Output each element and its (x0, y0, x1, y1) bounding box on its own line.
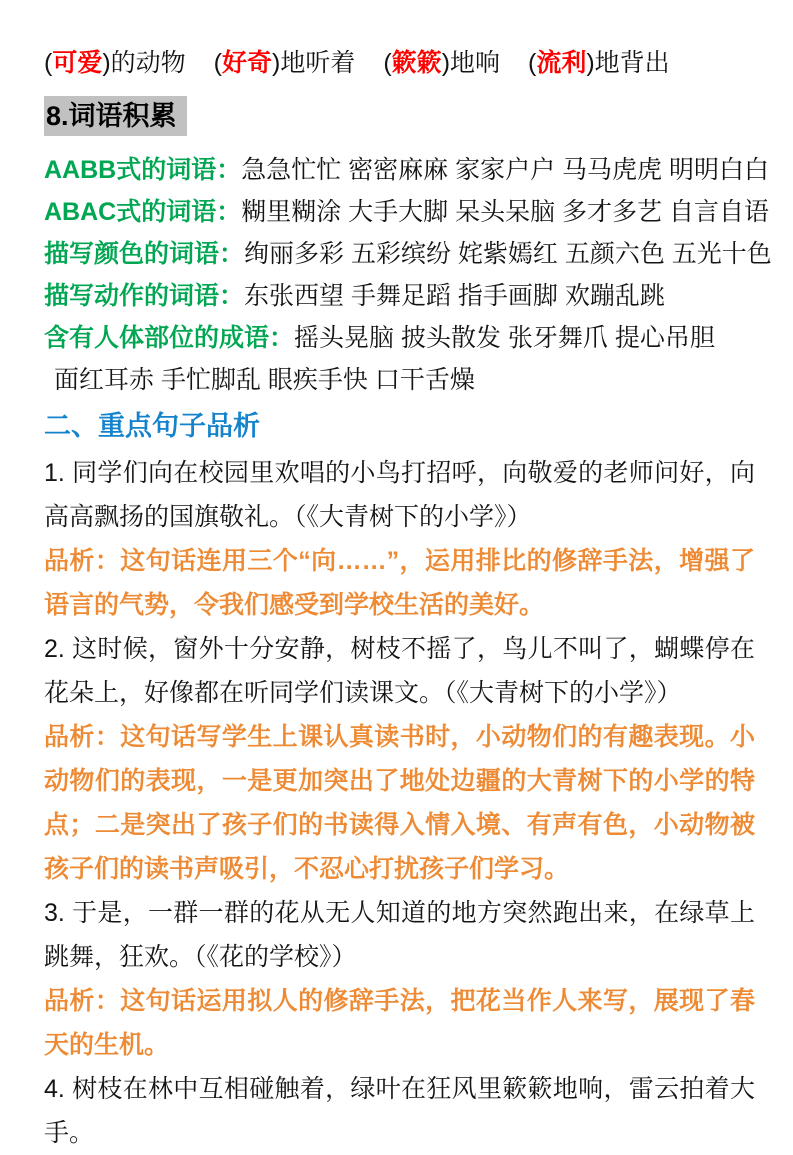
sentence-2: 2. 这时候，窗外十分安静，树枝不摇了，鸟儿不叫了，蝴蝶停在花朵上，好像都在听同学们读课文。（《大青树下的小学》） (44, 635, 755, 707)
paren-open: ( (528, 49, 537, 77)
paren-open: ( (213, 49, 222, 77)
sentence-3: 3. 于是，一群一群的花从无人知道的地方突然跑出来，在绿草上跳舞，狂欢。（《花的学校》） (44, 899, 755, 971)
blank-answer-word: 可爱 (52, 49, 103, 77)
blank-after-text: )地背出 (586, 49, 670, 77)
blank-answer-word: 簌簌 (391, 49, 442, 77)
word-list-words: 糊里糊涂 大手大脚 呆头呆脑 多才多艺 自言自语 (241, 198, 770, 226)
fill-blank-item-4 (528, 44, 670, 82)
word-list-row-aabb (44, 149, 770, 191)
blank-after-text: )地听着 (272, 49, 356, 77)
sentence-1: 1. 同学们向在校园里欢唱的小鸟打招呼，向敬爱的老师问好，向高高飘扬的国旗敬礼。（《大青树下的小学》） (44, 459, 755, 531)
analysis-1: 品析：这句话连用三个“向……”，运用排比的修辞手法，增强了语言的气势，令我们感受到学校生活的美好。 (44, 547, 755, 619)
sentence-4: 4. 树枝在林中互相碰触着，绿叶在狂风里簌簌地响，雷云拍着大手。 (44, 1075, 755, 1147)
fill-blank-item-2 (214, 44, 356, 82)
word-list-words: 摇头晃脑 披头散发 张牙舞爪 提心吊胆 (294, 324, 715, 352)
fill-blank-item-1 (44, 44, 186, 82)
analysis-2: 品析：这句话写学生上课认真读书时，小动物们的有趣表现。小动物们的表现，一是更加突出了地处边疆的大青树下的小学的特点；二是突出了孩子们的书读得入情入境、有声有色，小动物被孩子们的读书声吸引，不忍心打扰孩子们学习。 (44, 723, 755, 883)
word-list-label: 描写动作的词语： (44, 282, 245, 310)
word-list-row-body-parts (44, 317, 755, 359)
paren-open: ( (383, 49, 392, 77)
word-list-words: 东张西望 手舞足蹈 指手画脚 欢蹦乱跳 (244, 282, 665, 310)
word-list-label: 描写颜色的词语： (44, 240, 245, 268)
word-list-label: AABB式的词语： (44, 156, 242, 184)
word-list-label: 含有人体部位的成语： (44, 324, 295, 352)
word-list-continuation (44, 359, 755, 401)
word-list-words: 急急忙忙 密密麻麻 家家户户 马马虎虎 明明白白 (241, 156, 770, 184)
word-list-label: ABAC式的词语： (44, 198, 242, 226)
fill-in-blanks-line (44, 44, 755, 82)
blank-answer-word: 好奇 (222, 49, 273, 77)
word-list-words: 绚丽多彩 五彩缤纷 姹紫嫣红 五颜六色 五光十色 (244, 240, 772, 268)
sentence-analysis-section (44, 451, 755, 1155)
word-list-row-actions (44, 275, 755, 317)
word-list-words: 面红耳赤 手忙脚乱 眼疾手快 口干舌燥 (54, 366, 475, 394)
word-list-row-abac (44, 191, 770, 233)
blank-answer-word: 流利 (536, 49, 587, 77)
word-list-section (44, 149, 772, 401)
word-list-row-colors (44, 233, 772, 275)
analysis-3: 品析：这句话运用拟人的修辞手法，把花当作人来写，展现了春天的生机。 (44, 987, 755, 1059)
fill-blank-item-3 (383, 44, 500, 82)
section-heading-word-accumulation: 8.词语积累 (44, 96, 187, 136)
section-heading-row (44, 96, 755, 141)
blank-after-text: )的动物 (102, 49, 186, 77)
section-heading-key-sentence-analysis: 二、重点句子品析 (44, 411, 260, 441)
paren-open: ( (44, 49, 53, 77)
blank-after-text: )地响 (441, 49, 501, 77)
